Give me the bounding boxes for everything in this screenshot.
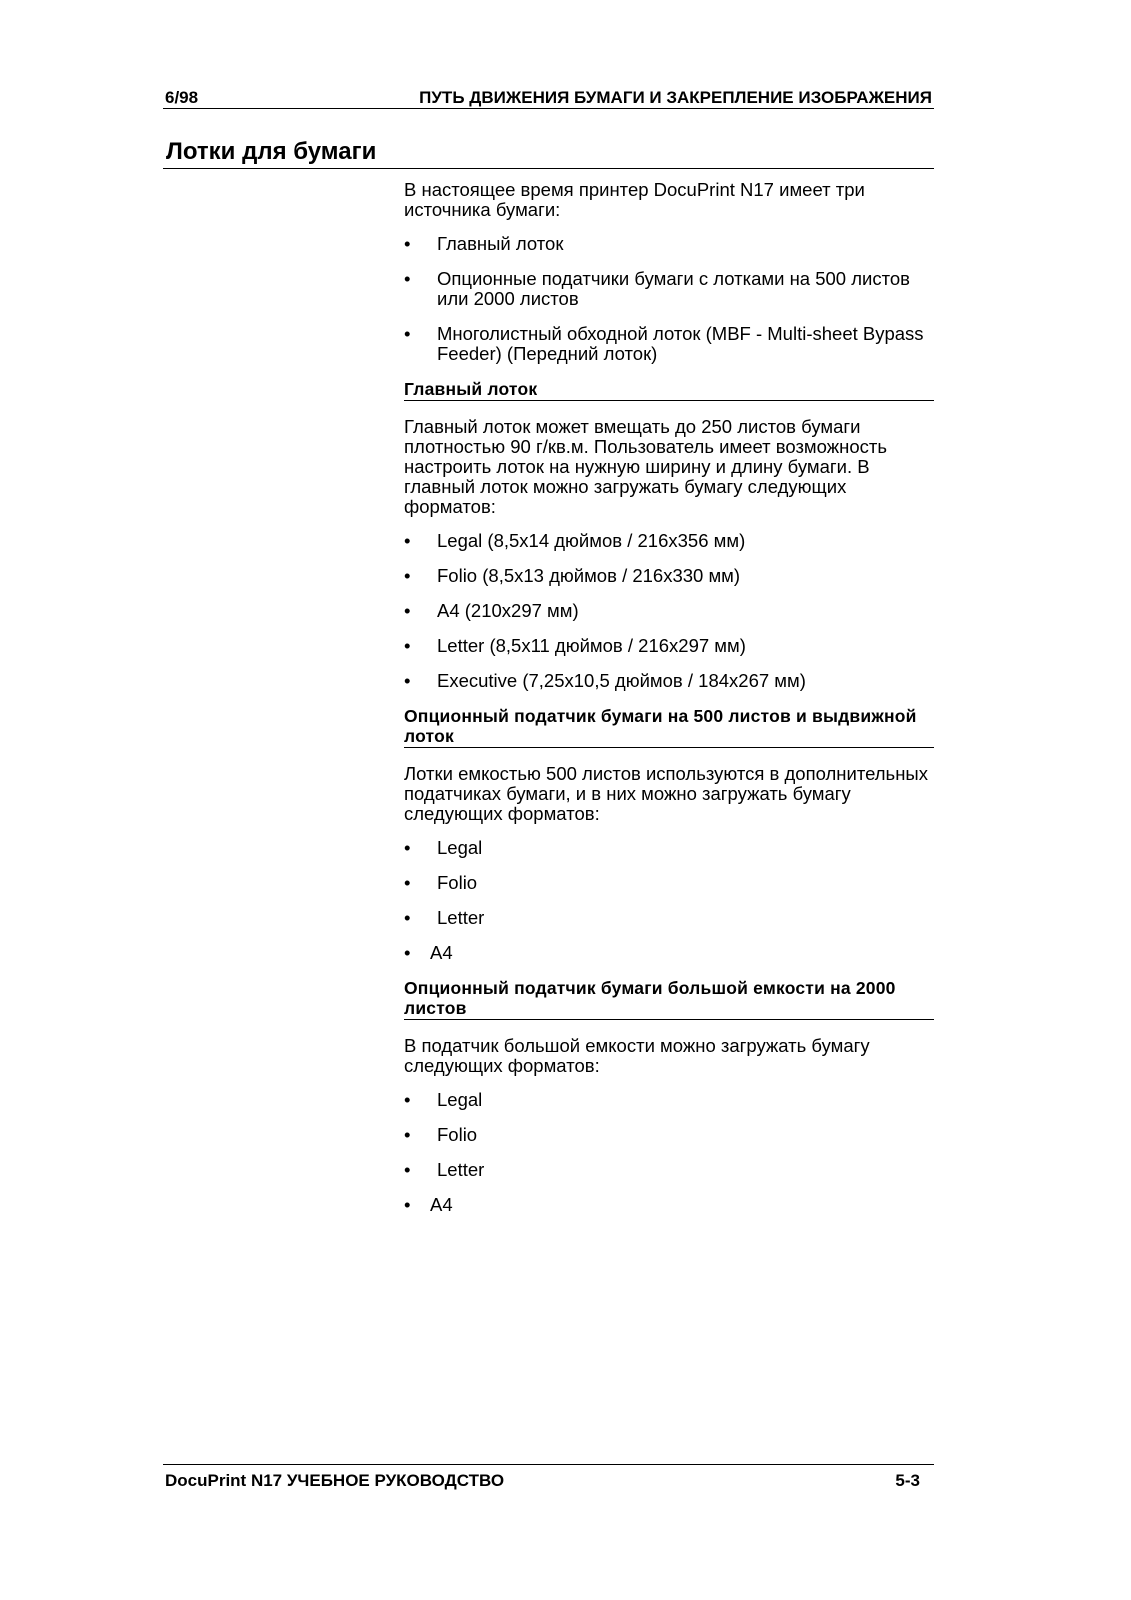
section-heading-feeder-2000: Опционный податчик бумаги большой емкости на 2000 листов (404, 978, 934, 1020)
bullet-icon: • (404, 872, 411, 893)
list-item (404, 908, 934, 928)
list-item-text: Letter (437, 907, 485, 928)
bullet-icon: • (404, 670, 411, 691)
footer-page-number: 5-3 (895, 1471, 920, 1490)
list-item (404, 1125, 934, 1145)
bullet-icon: • (404, 1089, 411, 1110)
list-item (404, 566, 934, 586)
header-date: 6/98 (165, 88, 199, 107)
list-item-text: Folio (8,5x13 дюймов / 216x330 мм) (437, 565, 741, 586)
list-item (404, 601, 934, 621)
section-heading-feeder-500: Опционный податчик бумаги на 500 листов и выдвижной лоток (404, 706, 934, 748)
list-item (404, 234, 934, 254)
list-item (404, 671, 934, 691)
list-item (404, 1090, 934, 1110)
list-item-text: Legal (437, 1089, 483, 1110)
list-item-text: Legal (437, 837, 483, 858)
feeder-500-formats-list (404, 838, 934, 963)
feeder-2000-paragraph: В податчик большой емкости можно загружать бумагу следующих форматов: (404, 1035, 870, 1076)
bullet-icon: • (404, 837, 411, 858)
list-item-text: A4 (430, 1194, 453, 1215)
list-item-text: A4 (210x297 мм) (437, 600, 579, 621)
bullet-icon: • (404, 268, 411, 289)
bullet-icon: • (404, 635, 411, 656)
main-content (404, 180, 934, 1230)
list-item-text: Главный лоток (437, 233, 564, 254)
page-footer (163, 1464, 934, 1491)
list-item-text: Legal (8,5x14 дюймов / 216x356 мм) (437, 530, 746, 551)
header-chapter-title: ПУТЬ ДВИЖЕНИЯ БУМАГИ И ЗАКРЕПЛЕНИЕ ИЗОБРАЖЕНИЯ (419, 88, 932, 107)
bullet-icon: • (404, 907, 411, 928)
bullet-icon: • (404, 323, 411, 344)
bullet-icon: • (404, 1194, 411, 1215)
bullet-icon: • (404, 1124, 411, 1145)
list-item (404, 531, 934, 551)
list-item (404, 269, 934, 309)
list-item (404, 1160, 934, 1180)
list-item (404, 1195, 934, 1215)
list-item-text: Folio (437, 872, 478, 893)
list-item-text: Letter (437, 1159, 485, 1180)
main-tray-paragraph: Главный лоток может вмещать до 250 листов бумаги плотностью 90 г/кв.м. Пользователь имеет возможность настроить лоток на нужную ширину и длину бумаги. В главный лоток можно загружать бумагу следующих форматов: (404, 416, 887, 517)
intro-paragraph: В настоящее время принтер DocuPrint N17 имеет три источника бумаги: (404, 179, 865, 220)
page-title-text: Лотки для бумаги (166, 138, 377, 165)
bullet-icon: • (404, 530, 411, 551)
page-header (163, 86, 934, 109)
list-item (404, 838, 934, 858)
list-item-text: Executive (7,25x10,5 дюймов / 184x267 мм) (437, 670, 806, 691)
list-item-text: Многолистный обходной лоток (MBF - Multi-sheet Bypass Feeder) (Передний лоток) (437, 323, 924, 364)
bullet-icon: • (404, 1159, 411, 1180)
intro-list (404, 234, 934, 364)
bullet-icon: • (404, 233, 411, 254)
list-item-text: Letter (8,5x11 дюймов / 216x297 мм) (437, 635, 746, 656)
list-item-text: A4 (430, 942, 453, 963)
list-item-text: Folio (437, 1124, 478, 1145)
page-title (163, 136, 934, 169)
footer-manual-title: DocuPrint N17 УЧЕБНОЕ РУКОВОДСТВО (165, 1471, 505, 1490)
bullet-icon: • (404, 565, 411, 586)
main-tray-formats-list (404, 531, 934, 691)
section-heading-main-tray: Главный лоток (404, 379, 934, 401)
bullet-icon: • (404, 942, 411, 963)
list-item (404, 636, 934, 656)
feeder-500-paragraph: Лотки емкостью 500 листов используются в дополнительных податчиках бумаги, и в них можно загружать бумагу следующих форматов: (404, 763, 928, 824)
list-item (404, 324, 934, 364)
feeder-2000-formats-list (404, 1090, 934, 1215)
list-item-text: Опционные податчики бумаги с лотками на 500 листов или 2000 листов (437, 268, 910, 309)
list-item (404, 943, 934, 963)
bullet-icon: • (404, 600, 411, 621)
list-item (404, 873, 934, 893)
